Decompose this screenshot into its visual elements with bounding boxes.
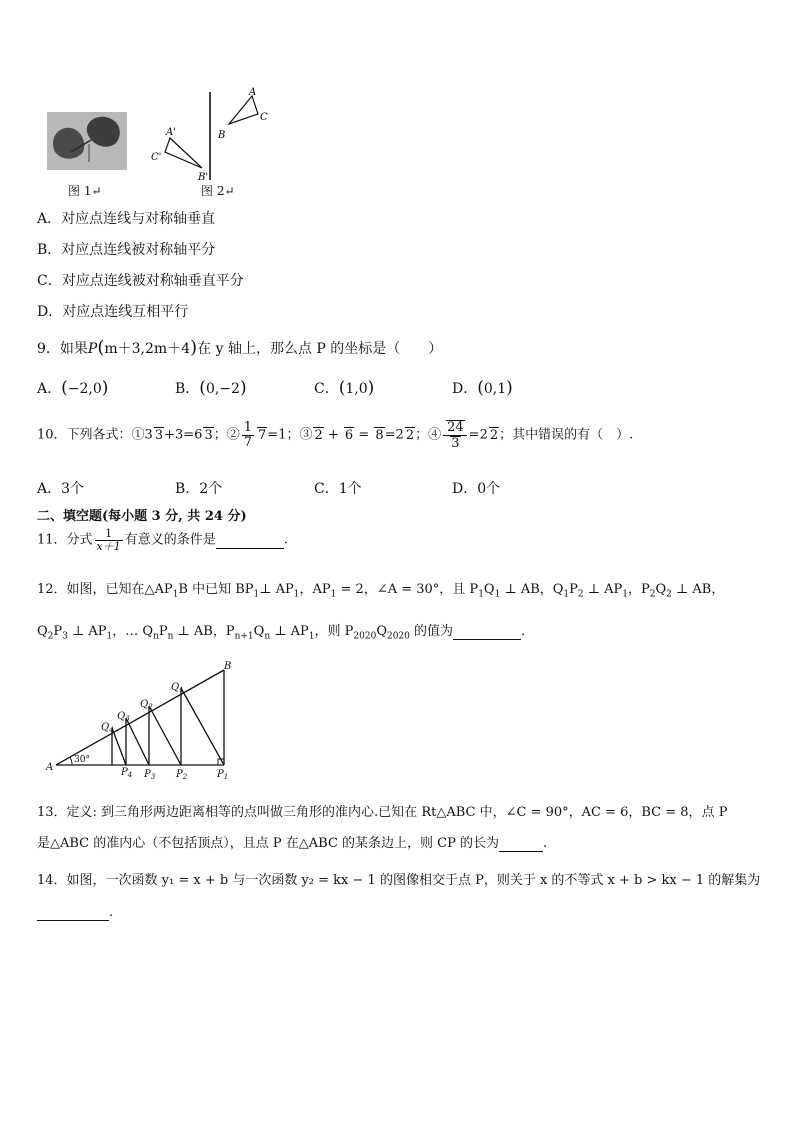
q10-question: 10．下列各式：①3 3+3=6 3；② $\frac{1}{7}$ 7=1；③ 2 + 6 = 8=2 2；④ $\frac{24}{3}$ =2 2；其中错误的有（ ）.	[37, 420, 634, 451]
label-P2: $P_2$	[176, 769, 188, 781]
label-A: A	[249, 87, 257, 98]
label-A-prime: A'	[166, 127, 176, 138]
q13-line-2: 是△ABC 的准内心（不包括顶点），且点 P 在△ABC 的某条边上，则 CP 的长为 .	[37, 836, 548, 851]
q9-prefix: 9．如果	[37, 341, 88, 357]
q13-line-1: 13．定义: 到三角形两边距离相等的点叫做三角形的准内心.已知在 Rt△ABC 中，∠C = 90°，AC = 6，BC = 8，点 P	[37, 805, 728, 820]
label-Q4: $Q_4$	[101, 722, 114, 734]
q10-option-c: C．1个	[314, 481, 362, 497]
label-B: B	[218, 130, 226, 141]
reflection-figure	[148, 86, 278, 182]
label-Q2: $Q_2$	[140, 699, 153, 711]
q9-option-c: C．(1,0)	[314, 378, 375, 398]
q9-suffix: 在 y 轴上，那么点 P 的坐标是（ ）	[197, 341, 443, 357]
q8-option-a: A．对应点连线与对称轴垂直	[37, 211, 216, 227]
label-C: C	[260, 112, 268, 123]
q12-figure	[44, 660, 244, 784]
q14-line-2: .	[37, 905, 113, 921]
q9-coords: m＋3,2m＋4	[104, 341, 191, 357]
q9-question: 9．如果P(m＋3,2m＋4)在 y 轴上，那么点 P 的坐标是（ ）	[37, 337, 443, 358]
label-P1: $P_1$	[217, 769, 229, 781]
q10-option-b: B．2个	[175, 481, 223, 497]
angle-label: 30°	[74, 755, 90, 765]
q9-option-b: B．(0,−2)	[175, 378, 247, 398]
leaf-photo-figure	[47, 112, 127, 170]
label-B-prime: B'	[198, 172, 209, 182]
q12-line-1: 12．如图，已知在$\triangle AP_1B$ 中已知 $BP_1\perp$ $AP_1$，$AP_1 = 2$，∠A = 30°，且 $P_1Q_1$ ⊥ AB，$Q_1P_2$ ⊥ $AP_1$，$P_2Q_2$ ⊥ AB，	[37, 582, 725, 600]
triangle-image	[165, 138, 202, 168]
label-Q3: $Q_3$	[117, 711, 130, 723]
triangle-original	[229, 96, 258, 124]
q14-line-1: 14．如图，一次函数 y₁ = x + b 与一次函数 y₂ = kx − 1 的图像相交于点 P，则关于 x 的不等式 x + b > kx − 1 的解集为	[37, 873, 761, 888]
q12-answer-blank[interactable]	[453, 624, 521, 640]
q11-question: 11．分式 $\frac{1}{x+1}$ 有意义的条件是 .	[37, 527, 288, 553]
q10-option-d: D．0个	[452, 481, 501, 497]
q12-line-2: $Q_2P_3$ ⊥ $AP_1$，… $Q_nP_n$ ⊥ AB，$P_{n+1}Q_n$ ⊥ $AP_1$，则 $P_{2020}Q_{2020}$ 的值为 .	[37, 624, 526, 642]
section-2-heading: 二、填空题(每小题 3 分, 共 24 分)	[37, 509, 247, 524]
side-AB	[56, 670, 224, 765]
label-Q1: $Q_1$	[171, 682, 184, 694]
label-P3: $P_3$	[144, 769, 156, 781]
q8-option-b: B．对应点连线被对称轴平分	[37, 242, 216, 258]
label-A: A	[46, 762, 54, 773]
q9-option-d: D．(0,1)	[452, 378, 513, 398]
q10-option-a: A．3个	[37, 481, 85, 497]
figure-1-caption: 图 1↵	[68, 184, 102, 198]
q9-point: P	[87, 341, 98, 357]
q14-answer-blank[interactable]	[37, 905, 109, 921]
leaf-photo	[47, 112, 127, 170]
q13-answer-blank[interactable]	[499, 836, 543, 852]
label-B: B	[224, 661, 232, 672]
label-P4: $P_4$	[121, 767, 133, 779]
figure-2-caption: 图 2↵	[201, 184, 235, 198]
label-C-prime: C'	[151, 152, 162, 163]
q8-option-c: C．对应点连线被对称轴垂直平分	[37, 273, 244, 289]
q8-option-d: D．对应点连线互相平行	[37, 304, 189, 320]
q9-option-a: A．(−2,0)	[37, 378, 109, 398]
q11-answer-blank[interactable]	[216, 533, 284, 549]
